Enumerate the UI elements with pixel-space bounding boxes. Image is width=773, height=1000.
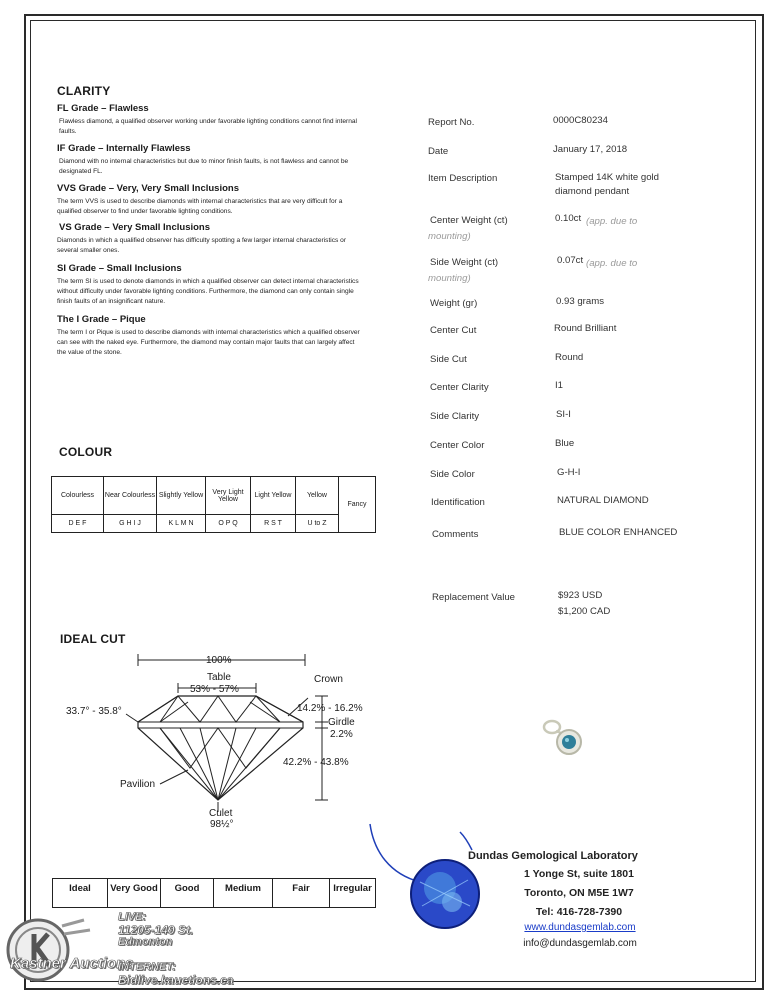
grade-si-title: SI Grade – Small Inclusions	[57, 263, 182, 274]
cut-grade-cell: Medium	[214, 879, 273, 908]
pavilion-depth-label: 42.2% - 43.8%	[283, 757, 349, 768]
cut-grade-cell: Very Good	[108, 879, 161, 908]
grade-if-title: IF Grade – Internally Flawless	[57, 143, 191, 154]
report-no-label: Report No.	[428, 117, 475, 128]
center-clarity-label: Center Clarity	[430, 382, 489, 393]
center-weight-label: Center Weight (ct)	[430, 215, 508, 226]
kastner-brand: Kastner Auctions	[10, 955, 134, 972]
watermark-live-addr2: Edmonton	[118, 936, 173, 948]
grade-fl-title: FL Grade – Flawless	[57, 103, 149, 114]
center-color-label: Center Color	[430, 440, 485, 451]
date-label: Date	[428, 146, 449, 157]
colour-col-grades: G H I J	[104, 515, 157, 533]
center-weight-value: 0.10ct	[555, 213, 582, 224]
colour-col-grades: D E F	[52, 515, 104, 533]
center-cut-label: Center Cut	[430, 325, 477, 336]
colour-col-grades: O P Q	[206, 515, 251, 533]
colour-col-name: Colourless	[52, 477, 104, 515]
replacement-cad: $1,200 CAD	[558, 606, 611, 617]
grade-vvs-desc: The term VVS is used to describe diamonds with internal characteristics that are very difficult for a qualified observer to find under favorable lighting conditions.	[57, 198, 343, 215]
cut-grade-cell: Ideal	[53, 879, 108, 908]
table-label: Table	[207, 672, 231, 683]
colour-col-name: Near Colourless	[104, 477, 157, 515]
colour-col-grades: U to Z	[296, 515, 339, 533]
lab-address2: Toronto, ON M5E 1W7	[524, 887, 634, 899]
replacement-usd: $923 USD	[558, 590, 603, 601]
side-clarity-value: SI-I	[556, 409, 571, 420]
cut-grade-cell: Good	[161, 879, 214, 908]
cut-grade-cell: Irregular	[330, 879, 376, 908]
item-description-label: Item Description	[428, 173, 498, 184]
clarity-heading: CLARITY	[57, 84, 111, 98]
cut-grade-cell: Fair	[273, 879, 330, 908]
crown-height-label: 14.2% - 16.2%	[297, 703, 363, 714]
side-weight-value: 0.07ct	[557, 255, 584, 266]
lab-email: info@dundasgemlab.com	[523, 938, 637, 949]
side-cut-value: Round	[555, 352, 584, 363]
grade-vs-desc: Diamonds in which a qualified observer has difficulty spotting a few larger internal characteristics or several smaller ones.	[57, 237, 347, 254]
side-color-value: G-H-I	[557, 467, 581, 478]
culet-value: 98½°	[210, 819, 234, 830]
colour-col-grades: R S T	[251, 515, 296, 533]
width-label: 100%	[206, 655, 232, 666]
side-color-label: Side Color	[430, 469, 475, 480]
colour-col-name: Light Yellow	[251, 477, 296, 515]
ideal-cut-heading: IDEAL CUT	[60, 632, 126, 646]
colour-col-grades: K L M N	[157, 515, 206, 533]
watermark-live-label: LIVE:	[118, 911, 147, 923]
lab-website[interactable]	[500, 922, 660, 933]
grade-vs-title: VS Grade – Very Small Inclusions	[59, 222, 211, 233]
lab-phone: Tel: 416-728-7390	[535, 906, 623, 918]
side-weight-note: (app. due to mounting)	[428, 258, 638, 284]
grade-vvs-title: VVS Grade – Very, Very Small Inclusions	[57, 183, 239, 194]
side-weight-label: Side Weight (ct)	[430, 257, 499, 268]
crown-angle-label: 33.7° - 35.8°	[66, 706, 122, 717]
report-no-value: 0000C80234	[553, 115, 608, 126]
pavilion-label: Pavilion	[120, 779, 156, 790]
pendant-photo	[536, 715, 586, 759]
grade-i-desc: The term I or Pique is used to describe diamonds with internal characteristics which a qualified observer can see with the naked eye. Furthermore, the diamond may contain major faults that can largely affect the value of the stone.	[57, 329, 360, 356]
identification-label: Identification	[431, 497, 485, 508]
watermark-internet-label: INTERNET:	[118, 961, 176, 973]
grade-i-title: The I Grade – Pique	[57, 314, 146, 325]
lab-seal-logo	[360, 822, 480, 940]
grade-if-desc: Diamond with no internal characteristics but due to minor finish faults, is not flawless and cannot be designated FL.	[59, 158, 349, 175]
side-cut-label: Side Cut	[430, 354, 467, 365]
date-value: January 17, 2018	[553, 144, 628, 155]
comments-label: Comments	[432, 529, 479, 540]
girdle-label: Girdle	[328, 717, 355, 728]
weight-value: 0.93 grams	[556, 296, 604, 307]
weight-label: Weight (gr)	[430, 298, 478, 309]
colour-col-name: Fancy	[339, 477, 376, 533]
lab-website-link[interactable]: www.dundasgemlab.com	[524, 922, 636, 933]
watermark-live-addr1: 11205-149 St.	[118, 923, 194, 937]
colour-col-name: Yellow	[296, 477, 339, 515]
center-clarity-value: I1	[555, 380, 564, 391]
kastner-logo-icon	[4, 912, 100, 992]
lab-address1: 1 Yonge St, suite 1801	[524, 868, 634, 880]
colour-scale-table	[51, 476, 376, 533]
colour-col-name: Slightly Yellow	[157, 477, 206, 515]
item-description-value: Stamped 14K white gold diamond pendant	[555, 172, 659, 197]
center-color-value: Blue	[555, 438, 575, 449]
colour-heading: COLOUR	[59, 445, 113, 459]
grade-fl-desc: Flawless diamond, a qualified observer working under favorable lighting conditions cannot find internal faults.	[59, 118, 357, 135]
side-clarity-label: Side Clarity	[430, 411, 480, 422]
identification-value: NATURAL DIAMOND	[557, 495, 649, 506]
watermark-internet-url: Bidlive.kauctions.ca	[118, 973, 234, 987]
table-range-label: 53% - 57%	[190, 684, 239, 695]
crown-label: Crown	[314, 674, 343, 685]
replacement-value-label: Replacement Value	[432, 592, 516, 603]
girdle-value: 2.2%	[330, 729, 353, 740]
grade-si-desc: The term SI is used to denote diamonds in which a qualified observer can detect internal characteristics without difficulty under favorable lighting conditions. Furthermore, the diamond can only contain single finish faults of an insignificant nature.	[57, 278, 359, 305]
culet-label: Culet	[209, 808, 233, 819]
center-cut-value: Round Brilliant	[554, 323, 617, 334]
comments-value: BLUE COLOR ENHANCED	[559, 527, 678, 538]
cut-grade-table	[52, 878, 376, 908]
lab-name: Dundas Gemological Laboratory	[468, 850, 638, 862]
center-weight-note: (app. due to mounting)	[428, 216, 638, 242]
colour-col-name: Very Light Yellow	[206, 477, 251, 515]
